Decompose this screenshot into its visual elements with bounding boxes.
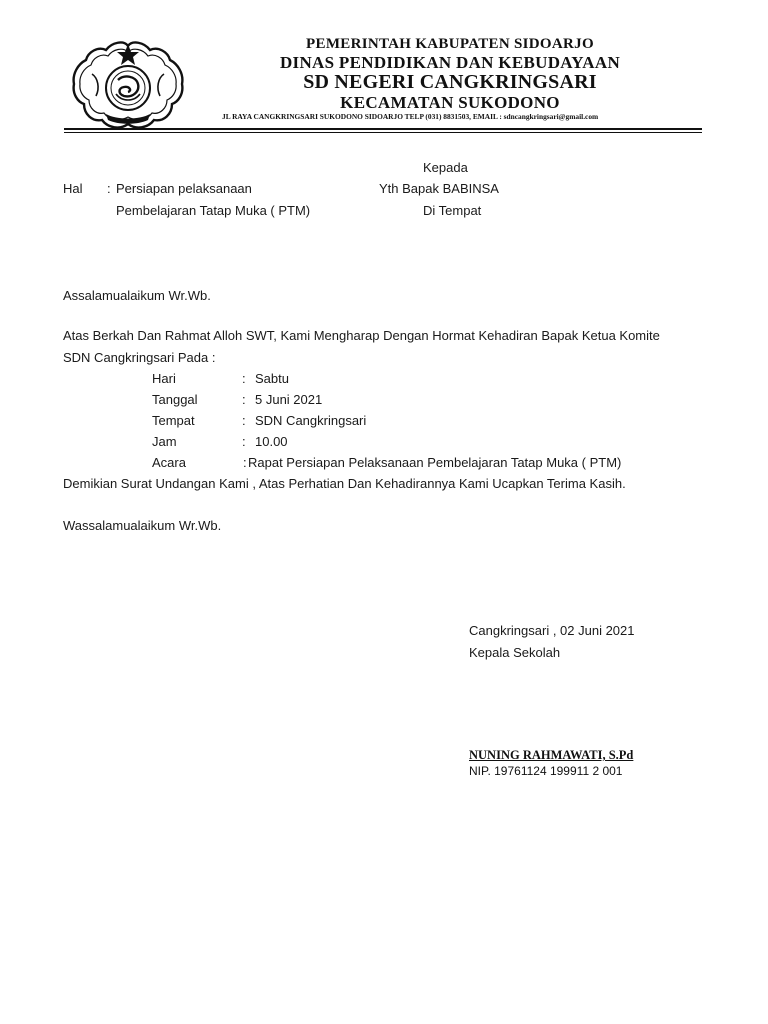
detail-value-tempat: SDN Cangkringsari xyxy=(255,413,367,428)
subject-line-1: Persiapan pelaksanaan xyxy=(116,181,252,196)
letterhead-line-department: DINAS PENDIDIKAN DAN KEBUDAYAAN xyxy=(279,53,621,72)
detail-value-tanggal: 5 Juni 2021 xyxy=(255,392,323,407)
letterhead-divider-thick xyxy=(64,128,702,130)
closing-sentence: Demikian Surat Undangan Kami , Atas Perhatian Dan Kehadirannya Kami Ucapkan Terima Kasih. xyxy=(63,476,626,491)
signature-name: NUNING RAHMAWATI, S.Pd xyxy=(469,748,634,762)
detail-value-acara: Rapat Persiapan Pelaksanaan Pembelajaran Tatap Muka ( PTM) xyxy=(248,455,622,470)
letterhead-address: JL RAYA CANGKRINGSARI SUKODONO SIDOARJO TELP (031) 8831503, EMAIL : sdncangkringsari@gmail.com xyxy=(222,112,599,121)
detail-label-jam: Jam xyxy=(152,434,177,449)
letterhead-district: KECAMATAN SUKODONO xyxy=(340,93,560,112)
signature-position: Kepala Sekolah xyxy=(469,645,561,660)
regency-emblem-logo xyxy=(68,34,188,132)
recipient-yth: Yth Bapak BABINSA xyxy=(379,181,499,196)
recipient-place: Di Tempat xyxy=(423,203,482,218)
detail-label-acara: Acara xyxy=(152,455,186,470)
detail-sep-tempat: : xyxy=(242,413,246,428)
detail-value-jam: 10.00 xyxy=(255,434,288,449)
recipient-kepada: Kepada xyxy=(423,160,468,175)
letterhead-divider-thin xyxy=(64,132,702,133)
detail-sep-acara: : xyxy=(243,455,247,470)
detail-label-hari: Hari xyxy=(152,371,176,386)
greeting: Assalamualaikum Wr.Wb. xyxy=(63,288,211,303)
letterhead-school-name: SD NEGERI CANGKRINGSARI xyxy=(303,71,597,93)
intro-line-1: Atas Berkah Dan Rahmat Alloh SWT, Kami Mengharap Dengan Hormat Kehadiran Bapak Ketua Komite xyxy=(63,328,660,343)
letterhead-line-government: PEMERINTAH KABUPATEN SIDOARJO xyxy=(306,36,594,52)
detail-sep-tanggal: : xyxy=(242,392,246,407)
subject-separator: : xyxy=(107,181,111,196)
detail-sep-jam: : xyxy=(242,434,246,449)
detail-sep-hari: : xyxy=(242,371,246,386)
intro-line-2: SDN Cangkringsari Pada : xyxy=(63,350,216,365)
signature-nip: NIP. 19761124 199911 2 001 xyxy=(469,764,623,778)
subject-label: Hal xyxy=(63,181,83,196)
detail-label-tanggal: Tanggal xyxy=(152,392,198,407)
detail-label-tempat: Tempat xyxy=(152,413,195,428)
signature-place-date: Cangkringsari , 02 Juni 2021 xyxy=(469,623,635,638)
detail-value-hari: Sabtu xyxy=(255,371,289,386)
farewell: Wassalamualaikum Wr.Wb. xyxy=(63,518,222,533)
subject-line-2: Pembelajaran Tatap Muka ( PTM) xyxy=(116,203,311,218)
